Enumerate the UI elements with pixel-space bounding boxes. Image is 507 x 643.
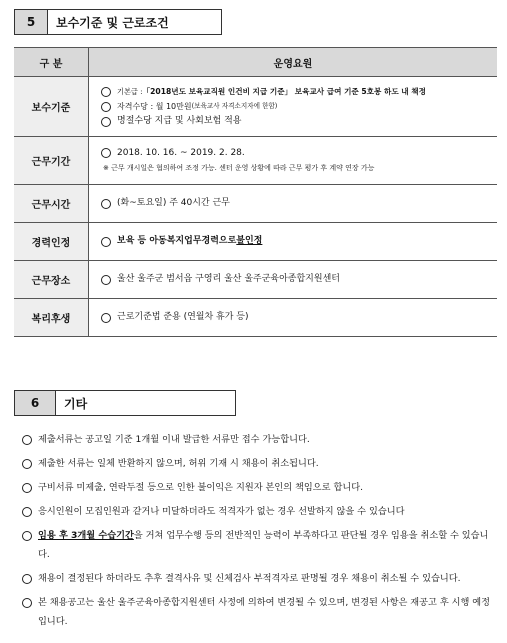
row-label: 근무시간 [14, 185, 89, 223]
row-content: 2018. 10. 16. ~ 2019. 2. 28. ※ 근무 개시일은 협의하여 조정 가능. 센터 운영 상황에 따라 근무 평가 후 계약 연장 가능 [89, 137, 498, 185]
section-5-header [14, 9, 222, 35]
row-label: 경력인정 [14, 223, 89, 261]
row-label: 복리후생 [14, 299, 89, 337]
list-item: 응시인원이 모집인원과 같거나 미달하더라도 적격자가 없는 경우 선발하지 않을 수 있습니다 [22, 502, 496, 521]
section-title: 기타 [64, 396, 88, 411]
conditions-table [14, 47, 497, 337]
circle-bullet-icon [101, 102, 111, 112]
table-row [14, 185, 497, 223]
row-content: 울산 울주군 범서읍 구영리 울산 울주군육아종합지원센터 [89, 261, 498, 299]
table-row [14, 223, 497, 261]
circle-bullet-icon [101, 117, 111, 127]
list-item: 임용 후 3개월 수습기간을 거쳐 업무수행 등의 전반적인 능력이 부족하다고 판단될 경우 임용을 취소할 수 있습니다. [22, 526, 496, 564]
list-item: 채용이 결정된다 하더라도 추후 결격사유 및 신체검사 부적격자로 판명될 경우 채용이 취소될 수 있습니다. [22, 569, 496, 588]
circle-bullet-icon [101, 275, 111, 285]
table-row [14, 137, 497, 185]
section-number: 5 [15, 10, 48, 34]
circle-bullet-icon [101, 237, 111, 247]
circle-bullet-icon [101, 87, 111, 97]
table-header-row [14, 48, 497, 77]
table-row [14, 261, 497, 299]
row-label: 보수기준 [14, 77, 89, 137]
row-content: (화~토요일) 주 40시간 근무 [89, 185, 498, 223]
row-label: 근무장소 [14, 261, 89, 299]
section-6-header [14, 390, 236, 416]
circle-bullet-icon [22, 435, 32, 445]
circle-bullet-icon [22, 459, 32, 469]
table-row [14, 299, 497, 337]
row-content: 근로기준법 준용 (연월차 휴가 등) [89, 299, 498, 337]
table-row [14, 77, 497, 137]
row-content: 기본급 : 「2018년도 보육교직원 인건비 지급 기준」 보육교사 급여 기준 5호봉 하도 내 책정 자격수당 : 월 10만원 (보육교사 자격소지자에 한함) 명절수당 지급 및 사회보험 적용 [89, 77, 498, 137]
circle-bullet-icon [101, 313, 111, 323]
circle-bullet-icon [101, 199, 111, 209]
row-label: 근무기간 [14, 137, 89, 185]
header-category: 구 분 [14, 48, 89, 77]
list-item: 제출한 서류는 일체 반환하지 않으며, 허위 기재 시 채용이 취소됩니다. [22, 454, 496, 473]
circle-bullet-icon [22, 574, 32, 584]
row-content: 보육 등 아동복지업무경력으로 불인정 [89, 223, 498, 261]
list-item: 본 채용공고는 울산 울주군육아종합지원센터 사정에 의하여 변경될 수 있으며, 변경된 사항은 재공고 후 시행 예정입니다. [22, 593, 496, 631]
list-item: 구비서류 미제출, 연락두절 등으로 인한 불이익은 지원자 본인의 책임으로 합니다. [22, 478, 496, 497]
circle-bullet-icon [22, 598, 32, 608]
section-title: 보수기준 및 근로조건 [56, 15, 169, 30]
circle-bullet-icon [101, 148, 111, 158]
section-number: 6 [15, 391, 56, 415]
header-staff: 운영요원 [89, 48, 498, 77]
circle-bullet-icon [22, 531, 32, 541]
circle-bullet-icon [22, 483, 32, 493]
notes-list [22, 430, 496, 636]
circle-bullet-icon [22, 507, 32, 517]
list-item: 제출서류는 공고일 기준 1개월 이내 발급한 서류만 접수 가능합니다. [22, 430, 496, 449]
